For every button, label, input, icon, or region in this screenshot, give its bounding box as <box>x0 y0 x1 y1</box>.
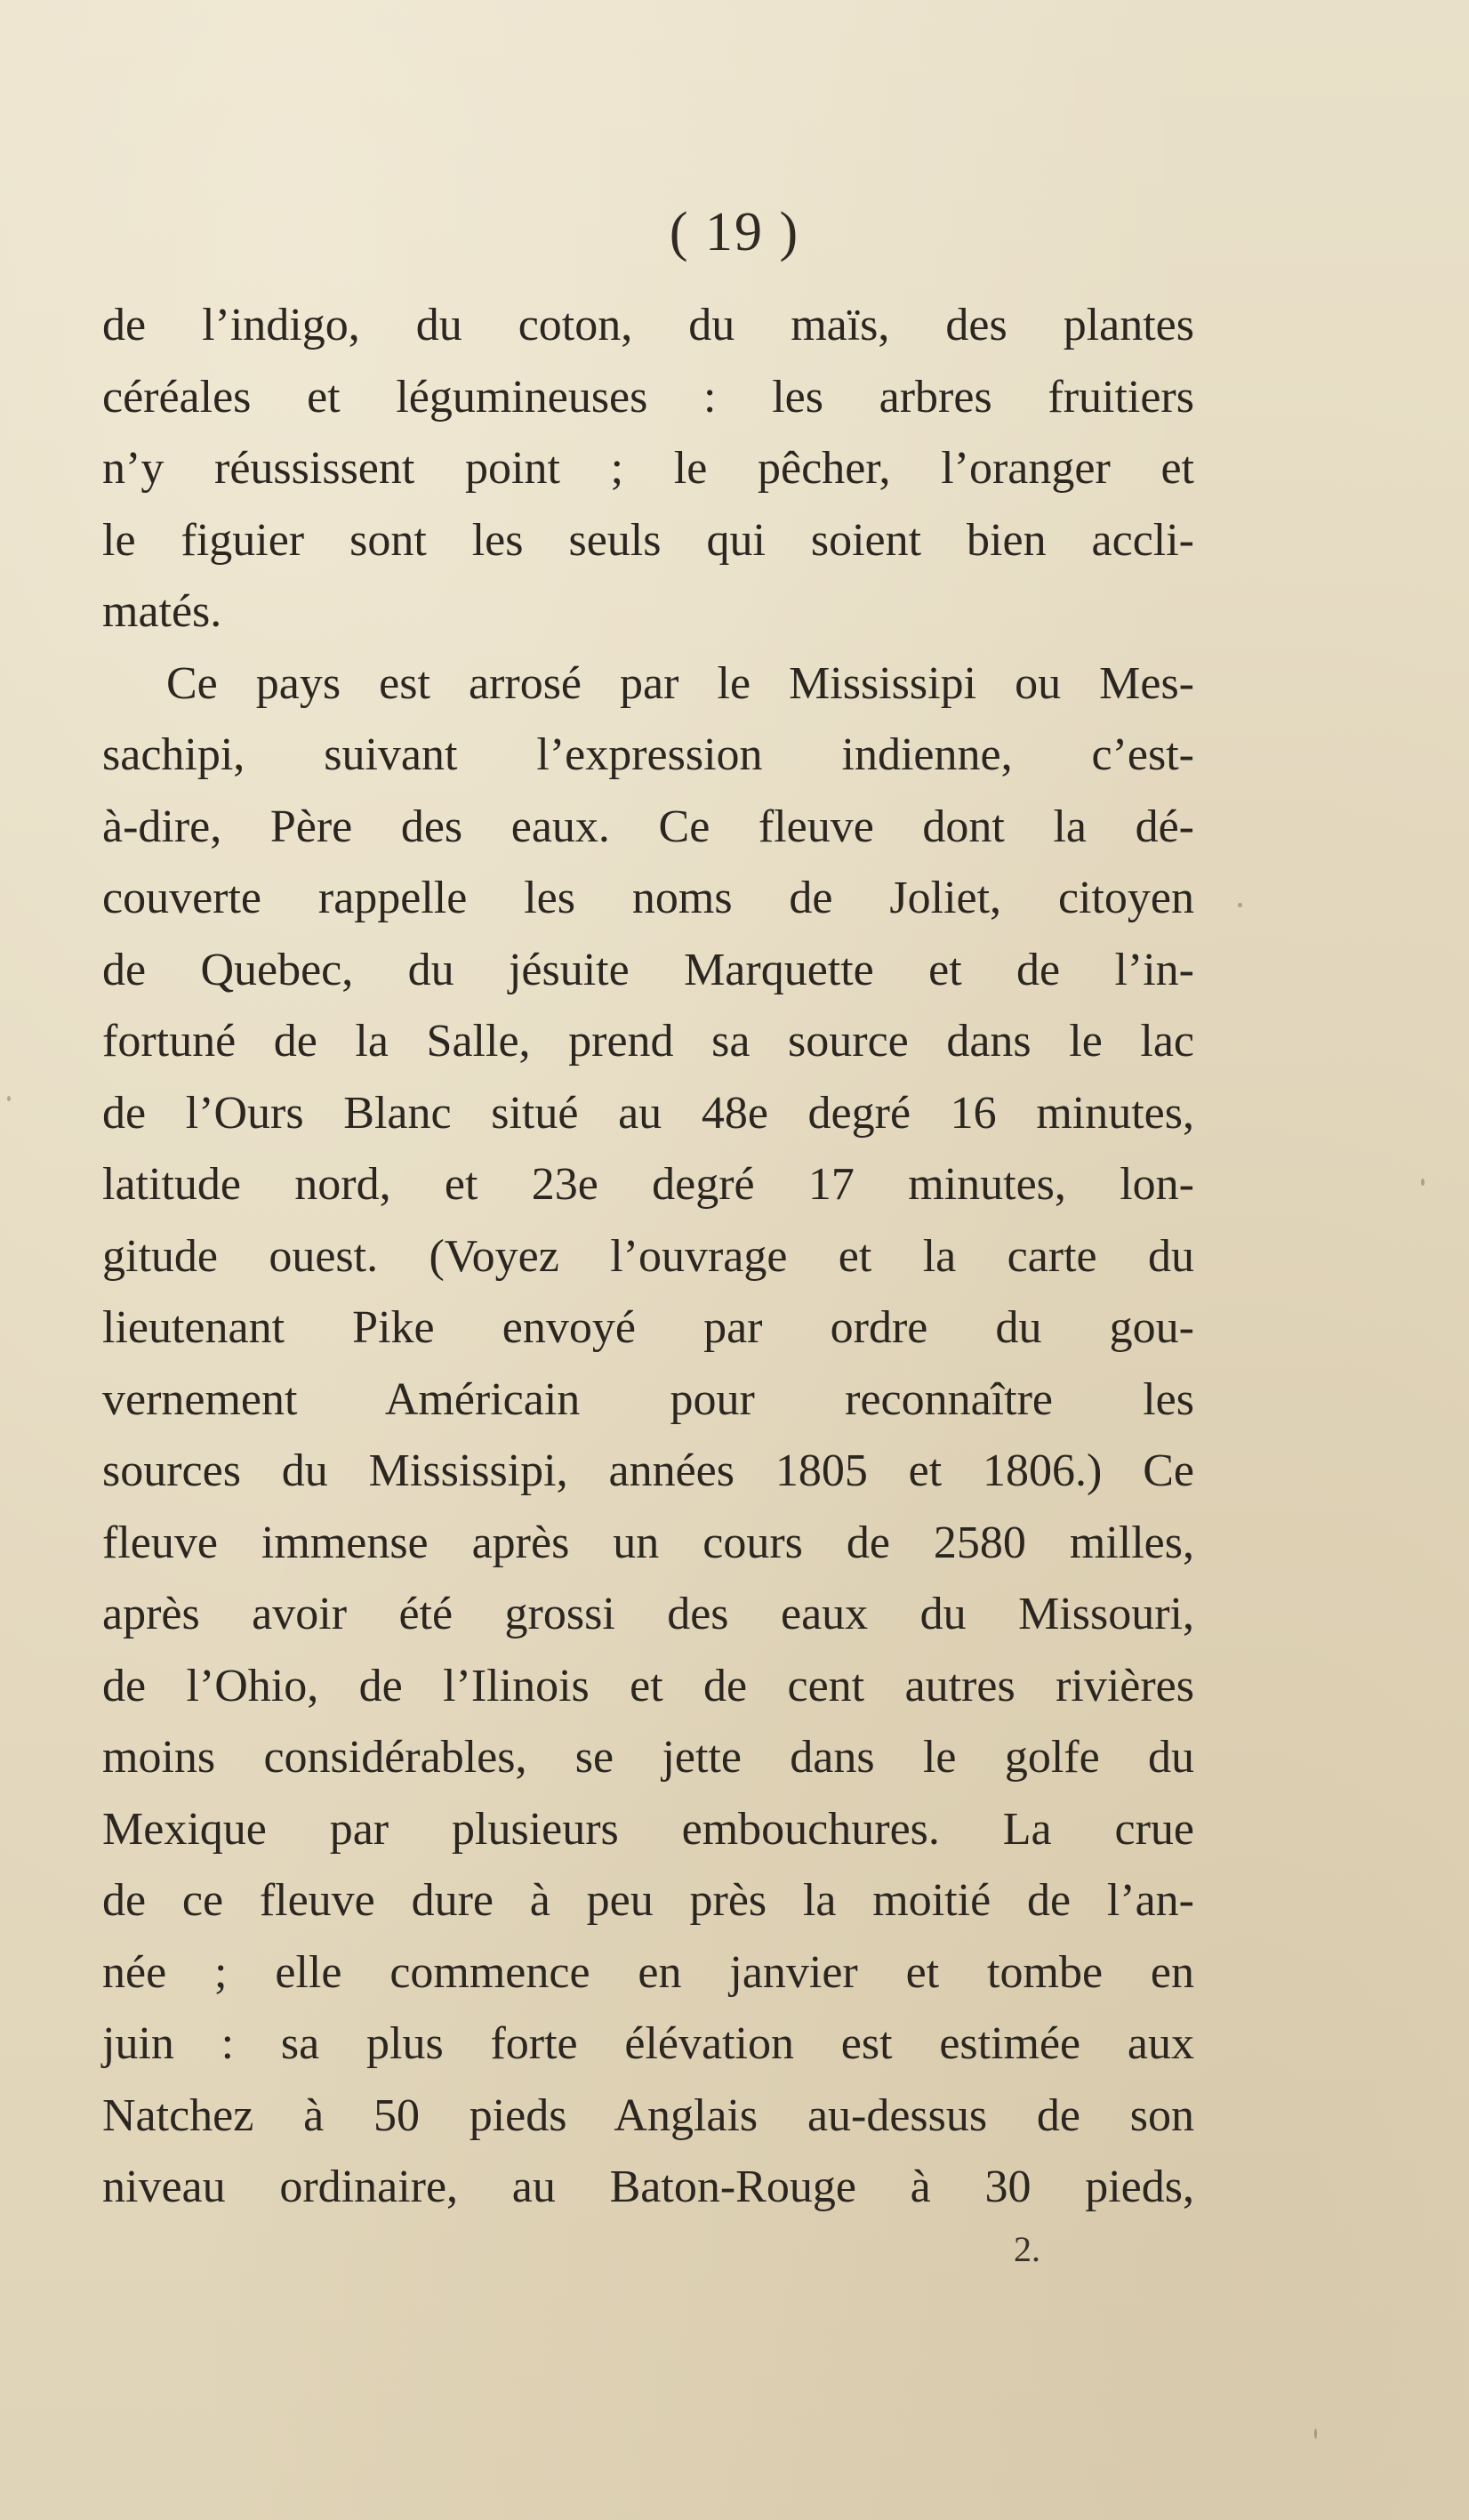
body-text <box>102 290 1194 2224</box>
text-line: sources du Mississipi, années 1805 et 1806.) Ce <box>102 1445 1194 1496</box>
text-line: Natchez à 50 pieds Anglais au-dessus de son <box>102 2089 1194 2141</box>
text-line: après avoir été grossi des eaux du Missouri, <box>102 1589 1194 1639</box>
text-line: de l’Ours Blanc situé au 48e degré 16 minutes, <box>102 1087 1194 1139</box>
paper-speck <box>1238 903 1242 907</box>
text-line: céréales et légumineuses : les arbres fruitiers <box>102 371 1194 423</box>
text-line: gitude ouest. (Voyez l’ouvrage et la carte du <box>102 1230 1194 1282</box>
text-line: matés. <box>102 586 222 637</box>
text-line: de Quebec, du jésuite Marquette et de l’in- <box>102 944 1194 995</box>
text-line: juin : sa plus forte élévation est estimée aux <box>102 2018 1194 2069</box>
paper-speck <box>1314 2428 1317 2439</box>
text-line: lieutenant Pike envoyé par ordre du gou- <box>102 1302 1194 1353</box>
text-line: Ce pays est arrosé par le Mississipi ou Mes- <box>166 657 1194 709</box>
text-line: latitude nord, et 23e degré 17 minutes, lon- <box>102 1159 1194 1210</box>
text-line: Mexique par plusieurs embouchures. La crue <box>102 1803 1194 1855</box>
text-line: née ; elle commence en janvier et tombe en <box>102 1946 1194 1998</box>
paper-speck <box>1421 1179 1425 1186</box>
text-line: de ce fleuve dure à peu près la moitié de l’an- <box>102 1875 1194 1926</box>
paper-speck <box>7 1096 11 1101</box>
text-line: couverte rappelle les noms de Joliet, citoyen <box>102 873 1194 923</box>
text-line: à-dire, Père des eaux. Ce fleuve dont la dé- <box>102 801 1194 852</box>
text-line: sachipi, suivant l’expression indienne, c’est- <box>102 729 1194 780</box>
text-line: le figuier sont les seuls qui soient bien accli- <box>102 514 1194 566</box>
signature-mark: 2. <box>1014 2229 1040 2269</box>
text-line: de l’Ohio, de l’Ilinois et de cent autres rivières <box>102 1660 1194 1711</box>
page-number-header: ( 19 ) <box>669 202 800 262</box>
text-line: fortuné de la Salle, prend sa source dans le lac <box>102 1016 1194 1067</box>
text-line: vernement Américain pour reconnaître les <box>102 1373 1194 1425</box>
text-line: moins considérables, se jette dans le golfe du <box>102 1732 1194 1783</box>
text-line: niveau ordinaire, au Baton-Rouge à 30 pieds, <box>102 2162 1194 2212</box>
text-line: n’y réussissent point ; le pêcher, l’oranger et <box>102 443 1194 494</box>
text-line: fleuve immense après un cours de 2580 milles, <box>102 1517 1194 1568</box>
text-line: de l’indigo, du coton, du maïs, des plantes <box>102 300 1194 350</box>
